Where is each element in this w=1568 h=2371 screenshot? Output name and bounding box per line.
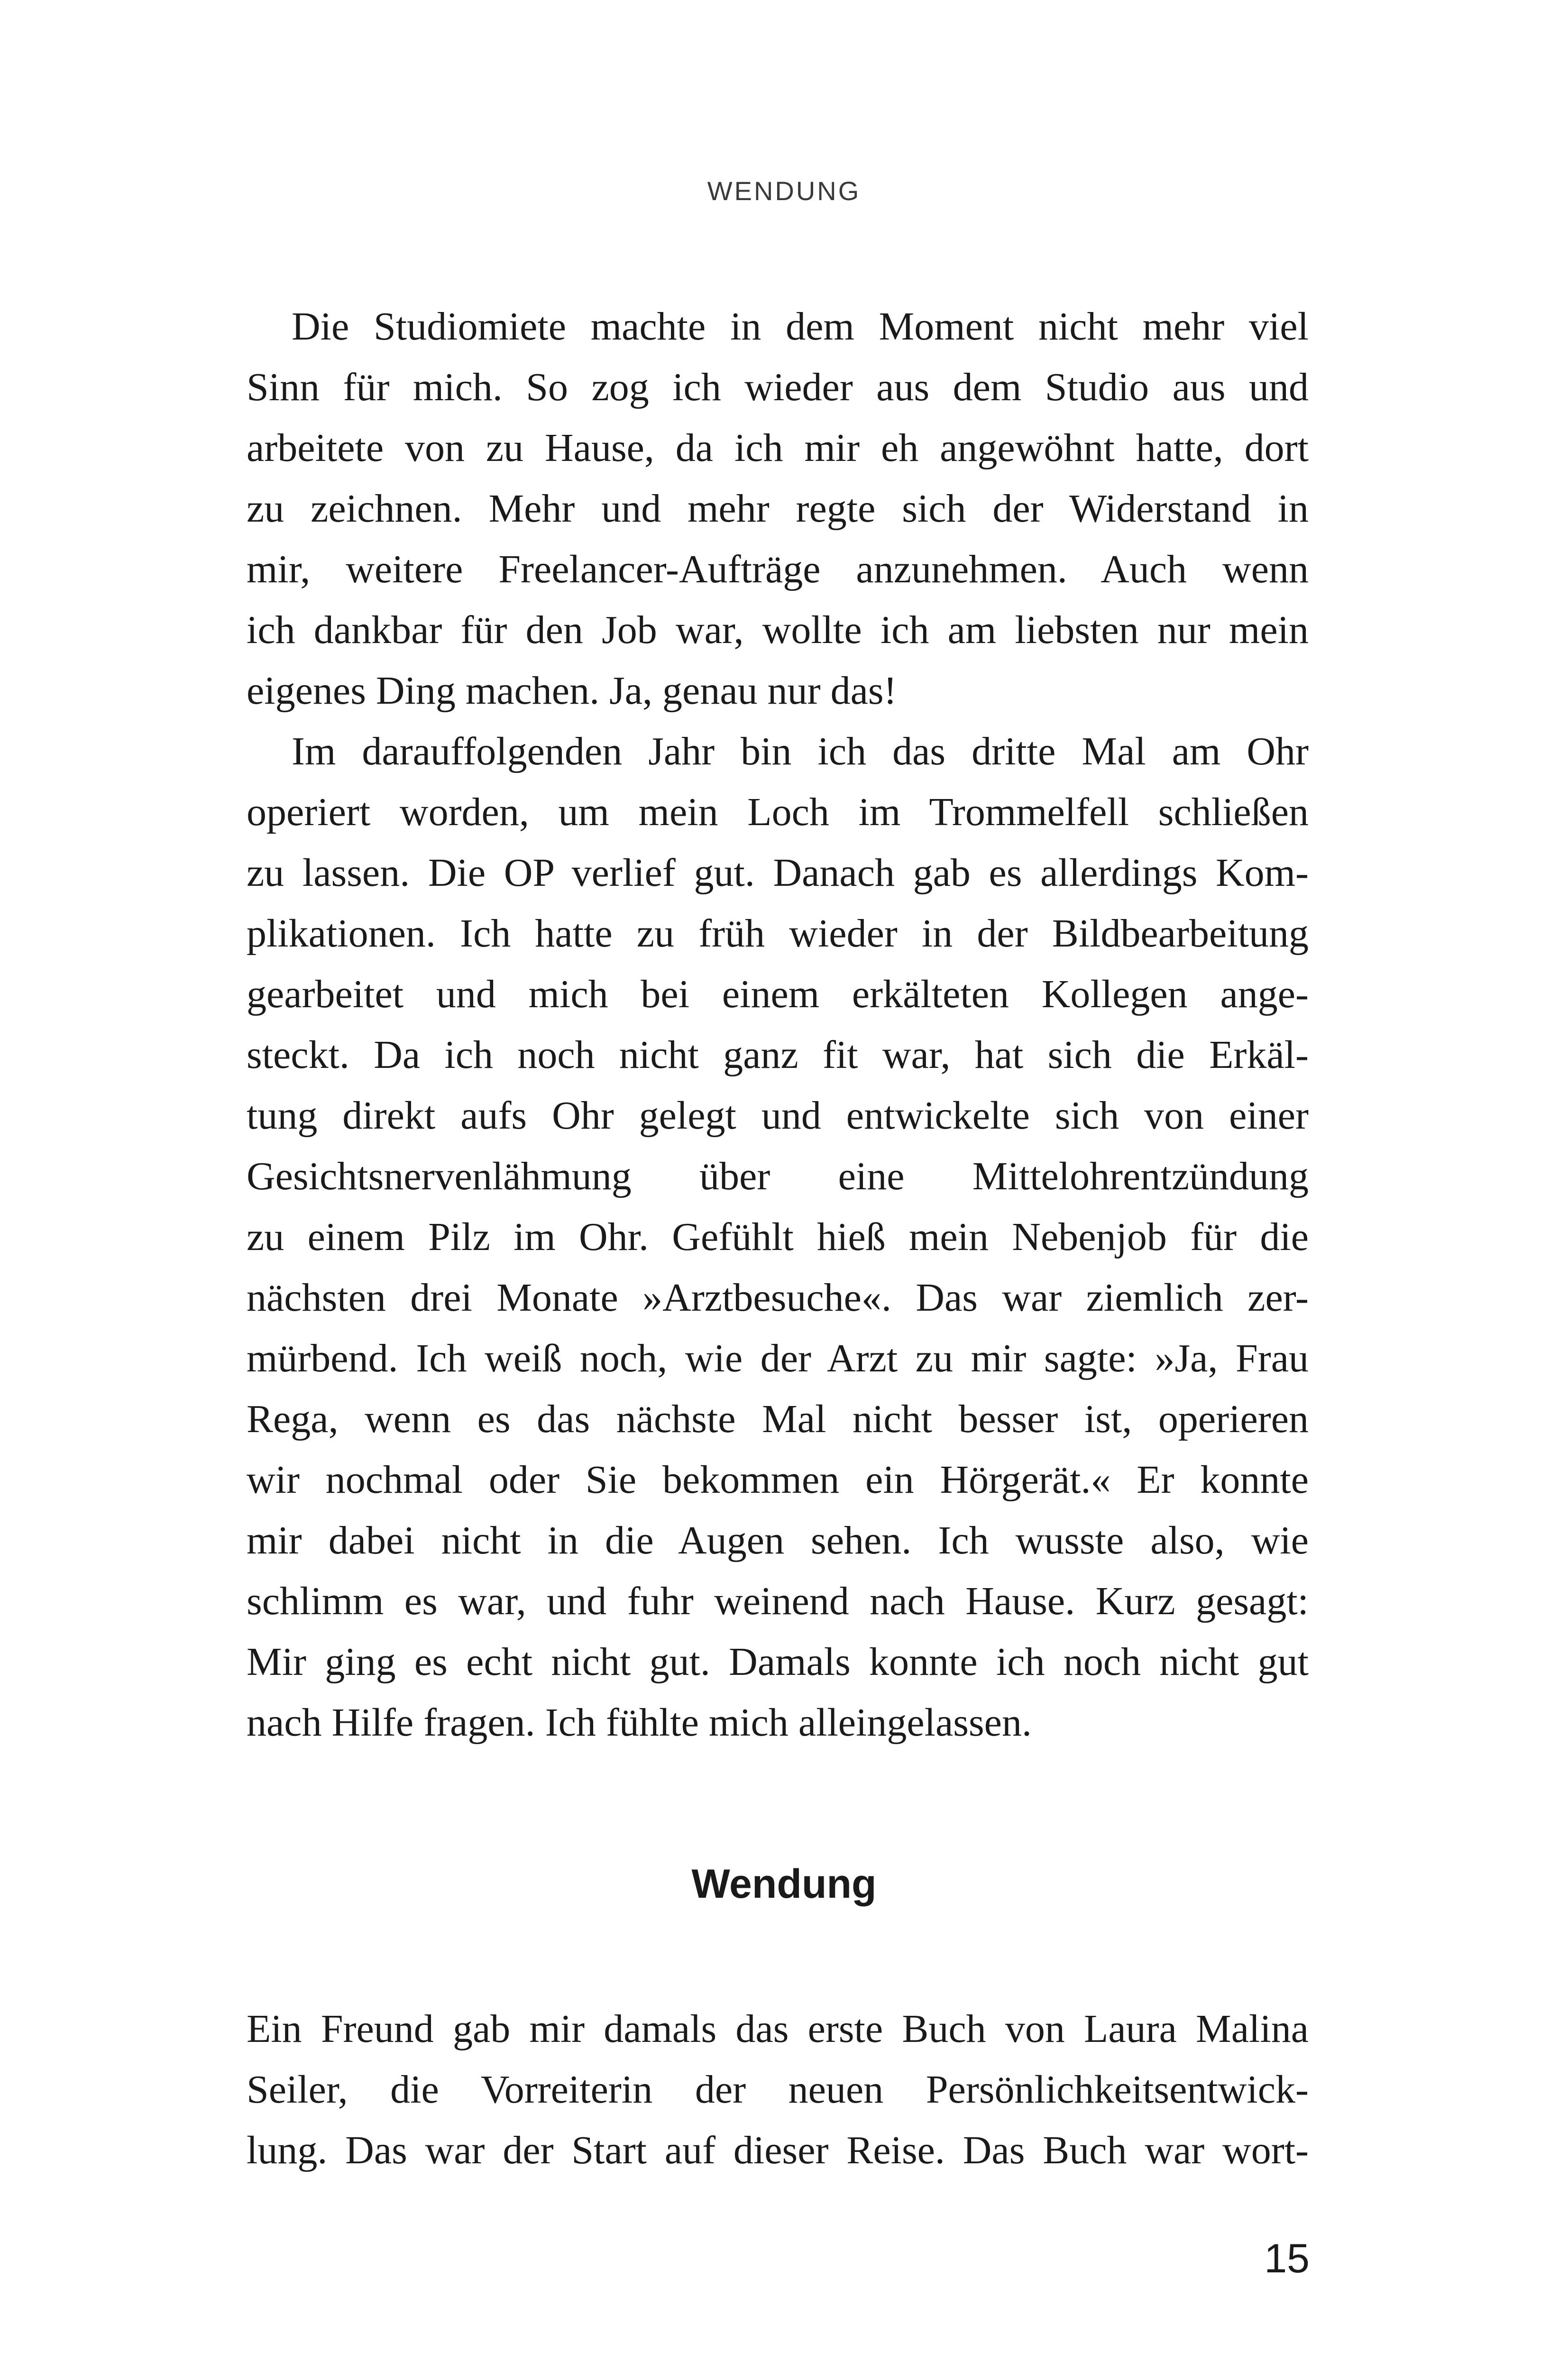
text-line: mir dabei nicht in die Augen sehen. Ich wusste also, wie (247, 1518, 1309, 1562)
text-line: nächsten drei Monate »Arztbesuche«. Das war ziemlich zer- (247, 1276, 1309, 1320)
text-line: arbeitete von zu Hause, da ich mir eh angewöhnt hatte, dort (247, 426, 1309, 470)
paragraph-3 (247, 1999, 1309, 2181)
paragraph-2 (247, 721, 1309, 1753)
text-line: zu zeichnen. Mehr und mehr regte sich der Widerstand in (247, 487, 1309, 531)
text-line: gearbeitet und mich bei einem erkälteten Kollegen ange- (247, 972, 1309, 1016)
text-line: zu einem Pilz im Ohr. Gefühlt hieß mein Nebenjob für die (247, 1215, 1309, 1259)
text-line: operiert worden, um mein Loch im Trommelfell schließen (247, 790, 1309, 834)
text-line: tung direkt aufs Ohr gelegt und entwickelte sich von einer (247, 1094, 1309, 1138)
text-line: plikationen. Ich hatte zu früh wieder in der Bildbearbeitung (247, 911, 1309, 956)
text-line: mir, weitere Freelancer-Aufträge anzunehmen. Auch wenn (247, 547, 1309, 591)
page-number: 15 (1264, 2236, 1310, 2281)
text-line: Seiler, die Vorreiterin der neuen Persönlichkeitsentwick- (247, 2068, 1309, 2112)
text-line: Sinn für mich. So zog ich wieder aus dem Studio aus und (247, 365, 1309, 409)
text-line: mürbend. Ich weiß noch, wie der Arzt zu mir sagte: »Ja, Frau (247, 1336, 1309, 1380)
text-line: Ein Freund gab mir damals das erste Buch von Laura Malina (247, 2007, 1309, 2051)
text-line: nach Hilfe fragen. Ich fühlte mich alleingelassen. (247, 1700, 1032, 1745)
text-line: Gesichtsnervenlähmung über eine Mittelohrentzündung (247, 1154, 1309, 1198)
running-header: WENDUNG (707, 176, 861, 206)
text-line: Im darauffolgenden Jahr bin ich das dritte Mal am Ohr (292, 729, 1309, 773)
body-text-top (247, 296, 1309, 1753)
text-line: schlimm es war, und fuhr weinend nach Hause. Kurz gesagt: (247, 1579, 1309, 1623)
text-line: wir nochmal oder Sie bekommen ein Hörgerät.« Er konnte (247, 1458, 1309, 1502)
paragraph-1 (247, 296, 1309, 721)
text-line: zu lassen. Die OP verlief gut. Danach gab es allerdings Kom- (247, 851, 1309, 895)
body-text-bottom (247, 1999, 1309, 2181)
text-line: ich dankbar für den Job war, wollte ich am liebsten nur mein (247, 608, 1309, 652)
text-line: lung. Das war der Start auf dieser Reise. Das Buch war wort- (247, 2128, 1309, 2172)
text-line: eigenes Ding machen. Ja, genau nur das! (247, 669, 897, 713)
text-line: Die Studiomiete machte in dem Moment nicht mehr viel (292, 304, 1309, 349)
section-heading: Wendung (691, 1861, 877, 1907)
text-line: Mir ging es echt nicht gut. Damals konnte ich noch nicht gut (247, 1640, 1309, 1684)
text-line: Rega, wenn es das nächste Mal nicht besser ist, operieren (247, 1397, 1309, 1441)
text-line: steckt. Da ich noch nicht ganz fit war, hat sich die Erkäl- (247, 1033, 1309, 1077)
